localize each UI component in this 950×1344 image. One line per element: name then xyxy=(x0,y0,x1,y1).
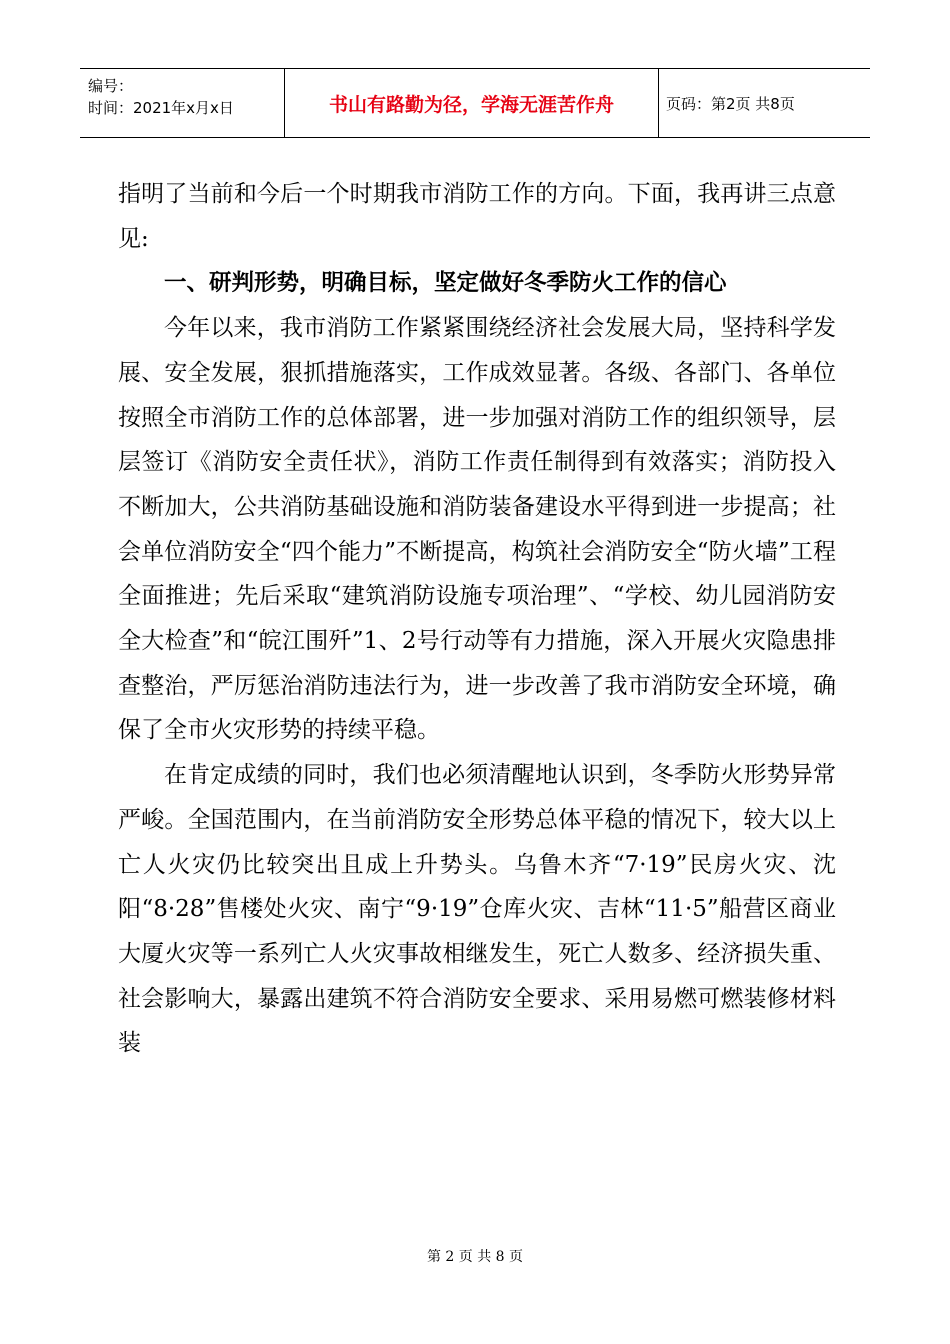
header-meta xyxy=(88,75,234,119)
document-number-label: 编号： xyxy=(88,77,134,95)
page-header xyxy=(80,68,870,138)
header-motto: 书山有路勤为径，学海无涯苦作舟 xyxy=(328,93,614,116)
header-page-label: 页码：第2页 共8页 xyxy=(666,94,795,113)
document-body xyxy=(118,172,836,1066)
page-footer: 第 2 页 共 8 页 xyxy=(426,1249,524,1265)
header-divider xyxy=(658,69,659,137)
body-paragraph: 在肯定成绩的同时，我们也必须清醒地认识到，冬季防火形势异常严峻。全国范围内，在当前消防安全形势总体平稳的情况下，较大以上亡人火灾仍比较突出且成上升势头。乌鲁木齐“7·19”民房火灾、沈阳“8·28”售楼处火灾、南宁“9·19”仓库火灾、吉林“11·5”船营区商业大厦火灾等一系列亡人火灾事故相继发生，死亡人数多、经济损失重、社会影响大，暴露出建筑不符合消防安全要求、采用易燃可燃装修材料装 xyxy=(118,762,836,1057)
body-paragraph: 今年以来，我市消防工作紧紧围绕经济社会发展大局，坚持科学发展、安全发展，狠抓措施落实，工作成效显著。各级、各部门、各单位按照全市消防工作的总体部署，进一步加强对消防工作的组织领导，层层签订《消防安全责任状》，消防工作责任制得到有效落实；消防投入不断加大，公共消防基础设施和消防装备建设水平得到进一步提高；社会单位消防安全“四个能力”不断提高，构筑社会消防安全“防火墙”工程全面推进；先后采取“建筑消防设施专项治理”、“学校、幼儿园消防安全大检查”和“皖江围歼”1、2号行动等有力措施，深入开展火灾隐患排查整治，严厉惩治消防违法行为，进一步改善了我市消防安全环境，确保了全市火灾形势的持续平稳。 xyxy=(118,315,836,744)
document-time-label: 时间：2021年x月x日 xyxy=(88,99,234,117)
section-heading: 一、研判形势，明确目标，坚定做好冬季防火工作的信心 xyxy=(164,270,727,297)
lead-paragraph: 指明了当前和今后一个时期我市消防工作的方向。下面，我再讲三点意见: xyxy=(118,181,836,252)
